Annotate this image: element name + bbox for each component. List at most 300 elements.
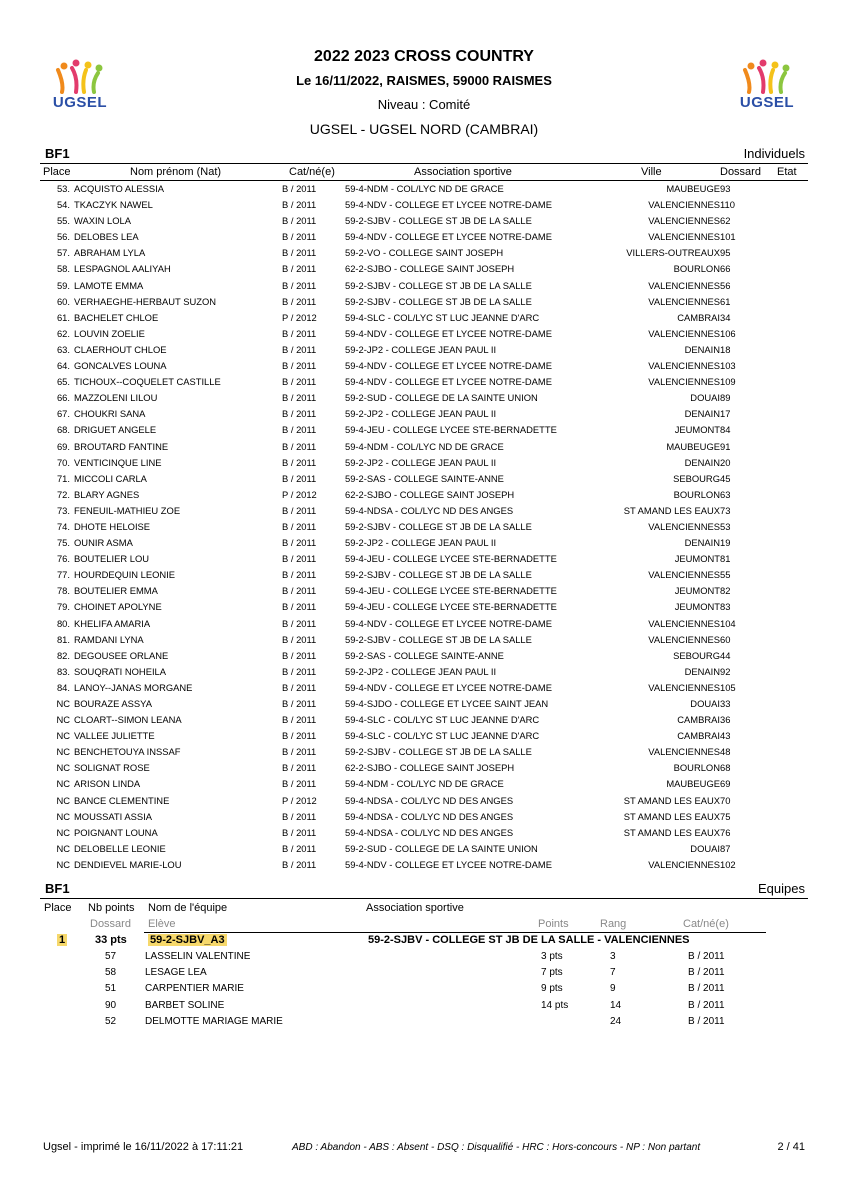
name-cell: KHELIFA AMARIA (74, 617, 151, 629)
dossard-cell: 34 (720, 311, 731, 323)
name-cell: BOURAZE ASSYA (74, 698, 152, 709)
team-col-cat: Cat/né(e) (683, 918, 729, 930)
dossard-cell: 56 (720, 279, 731, 291)
name-cell: BROUTARD FANTINE (74, 440, 169, 452)
association-cell: 59-4-JEU - COLLEGE LYCEE STE-BERNADETTE (345, 585, 557, 597)
list-item (0, 982, 848, 998)
place-cell: 60. (56, 295, 70, 307)
cat-cell: B / 2011 (282, 472, 317, 484)
association-cell: 59-4-SJDO - COLLEGE ET LYCEE SAINT JEAN (345, 698, 549, 709)
association-cell: 59-2-SAS - COLLEGE SAINTE-ANNE (345, 649, 504, 661)
place-cell: 78. (56, 585, 70, 597)
city-cell: SEBOURG (673, 472, 720, 484)
city-cell: VALENCIENNES (648, 858, 720, 870)
event-level: Niveau : Comité (377, 97, 471, 112)
cat-cell: B / 2011 (282, 714, 317, 726)
table-row (0, 503, 848, 519)
place-cell: 68. (56, 424, 70, 436)
table-row (0, 342, 848, 358)
name-cell: DELOBELLE LEONIE (74, 842, 166, 854)
name-cell: LESPAGNOL AALIYAH (74, 263, 171, 275)
name-cell: CHOUKRI SANA (74, 408, 146, 420)
place-cell: 81. (56, 633, 70, 645)
association-cell: 59-2-SJBV - COLLEGE ST JB DE LA SALLE (345, 633, 532, 645)
name-cell: CLAERHOUT CHLOE (74, 343, 167, 355)
divider (40, 898, 808, 899)
city-cell: VALENCIENNES (648, 633, 720, 645)
place-cell: 76. (56, 553, 70, 565)
city-cell: BOURLON (673, 762, 720, 774)
member-rang: 14 (610, 999, 622, 1011)
cat-cell: B / 2011 (282, 810, 317, 822)
table-row (0, 616, 848, 632)
name-cell: DENDIEVEL MARIE-LOU (74, 858, 182, 870)
table-row (0, 439, 848, 455)
member-rang: 7 (610, 967, 616, 979)
table-row (0, 310, 848, 326)
cat-cell: B / 2011 (282, 392, 317, 404)
table-row (0, 535, 848, 551)
association-cell: 59-4-NDV - COLLEGE ET LYCEE NOTRE-DAME (345, 858, 552, 870)
association-cell: 59-4-SLC - COL/LYC ST LUC JEANNE D'ARC (345, 730, 540, 742)
association-cell: 59-2-SJBV - COLLEGE ST JB DE LA SALLE (345, 295, 532, 307)
place-cell: 57. (56, 247, 70, 259)
place-cell: 79. (56, 601, 70, 613)
member-name: CARPENTIER MARIE (145, 983, 244, 995)
name-cell: DHOTE HELOISE (74, 520, 151, 532)
table-row (0, 229, 848, 245)
name-cell: HOURDEQUIN LEONIE (74, 569, 176, 581)
cat-cell: B / 2011 (282, 263, 317, 275)
place-cell: 56. (56, 231, 70, 243)
name-cell: OUNIR ASMA (74, 537, 133, 549)
page-number: 2 / 41 (777, 1141, 805, 1153)
city-cell: VALENCIENNES (648, 295, 720, 307)
team-col-points: Nb points (88, 902, 135, 914)
member-points: 7 pts (541, 967, 563, 979)
team-association: 59-2-SJBV - COLLEGE ST JB DE LA SALLE - VALENCIENNES (368, 934, 690, 946)
table-row (0, 567, 848, 583)
table-row (0, 487, 848, 503)
place-cell: 84. (56, 681, 70, 693)
dossard-cell: 102 (720, 858, 736, 870)
place-cell: 70. (56, 456, 70, 468)
city-cell: VALENCIENNES (648, 681, 720, 693)
dossard-cell: 53 (720, 520, 731, 532)
city-cell: DENAIN (684, 456, 720, 468)
association-cell: 62-2-SJBO - COLLEGE SAINT JOSEPH (345, 762, 515, 774)
table-row (0, 776, 848, 792)
place-cell: NC (56, 746, 70, 758)
city-cell: CAMBRAI (677, 730, 720, 742)
cat-cell: B / 2011 (282, 537, 317, 549)
dossard-cell: 82 (720, 585, 731, 597)
place-cell: 64. (56, 360, 70, 372)
name-cell: LOUVIN ZOELIE (74, 327, 145, 339)
place-cell: 66. (56, 392, 70, 404)
name-cell: ARISON LINDA (74, 778, 141, 790)
city-cell: JEUMONT (674, 553, 720, 565)
team-col-eleve: Elève (148, 918, 176, 930)
place-cell: 55. (56, 215, 70, 227)
table-row (0, 358, 848, 374)
name-cell: DRIGUET ANGELE (74, 424, 157, 436)
name-cell: ACQUISTO ALESSIA (74, 183, 164, 194)
team-type-label: Equipes (758, 881, 805, 896)
association-cell: 59-4-SLC - COL/LYC ST LUC JEANNE D'ARC (345, 714, 540, 726)
cat-cell: B / 2011 (282, 746, 317, 758)
city-cell: VALENCIENNES (648, 360, 720, 372)
individual-results-list (0, 181, 848, 873)
place-cell: 77. (56, 569, 70, 581)
city-cell: VILLERS-OUTREAUX (626, 247, 720, 259)
table-row (0, 599, 848, 615)
team-name: 59-2-SJBV_A3 (150, 934, 225, 946)
table-row (0, 696, 848, 712)
table-row (0, 181, 848, 197)
place-cell: NC (56, 762, 70, 774)
name-cell: CHOINET APOLYNE (74, 601, 162, 613)
table-row (0, 857, 848, 873)
col-ville: Ville (641, 166, 662, 178)
table-row (0, 712, 848, 728)
dossard-cell: 95 (720, 247, 731, 259)
dossard-cell: 76 (720, 826, 731, 838)
member-points: 14 pts (541, 999, 569, 1011)
table-row (0, 197, 848, 213)
place-cell: 67. (56, 408, 70, 420)
logo-text: UGSEL (739, 94, 795, 111)
name-cell: POIGNANT LOUNA (74, 826, 158, 838)
individual-type-label: Individuels (743, 146, 805, 161)
dossard-cell: 19 (720, 537, 731, 549)
dossard-cell: 70 (720, 794, 731, 806)
cat-cell: B / 2011 (282, 649, 317, 661)
place-cell: NC (56, 698, 70, 709)
divider (144, 932, 766, 933)
cat-cell: B / 2011 (282, 633, 317, 645)
place-cell: 73. (56, 504, 70, 516)
dossard-cell: 33 (720, 698, 731, 709)
member-rang: 24 (610, 1015, 622, 1027)
member-name: BARBET SOLINE (145, 999, 225, 1011)
place-cell: 69. (56, 440, 70, 452)
table-row (0, 841, 848, 857)
name-cell: VALLEE JULIETTE (74, 730, 155, 742)
team-col-rang: Rang (600, 918, 627, 930)
place-cell: 74. (56, 520, 70, 532)
association-cell: 59-4-NDV - COLLEGE ET LYCEE NOTRE-DAME (345, 231, 552, 243)
name-cell: MICCOLI CARLA (74, 472, 147, 484)
association-cell: 59-4-NDV - COLLEGE ET LYCEE NOTRE-DAME (345, 360, 552, 372)
member-points: 9 pts (541, 983, 563, 995)
city-cell: VALENCIENNES (648, 327, 720, 339)
list-item (0, 1015, 848, 1031)
cat-cell: P / 2012 (282, 311, 317, 323)
dossard-cell: 93 (720, 183, 731, 194)
association-cell: 59-4-NDV - COLLEGE ET LYCEE NOTRE-DAME (345, 617, 552, 629)
dossard-cell: 18 (720, 343, 731, 355)
city-cell: VALENCIENNES (648, 199, 720, 211)
city-cell: DENAIN (684, 408, 720, 420)
member-cat: B / 2011 (688, 983, 725, 995)
place-cell: NC (56, 858, 70, 870)
divider (40, 163, 808, 164)
city-cell: DENAIN (684, 343, 720, 355)
table-row (0, 760, 848, 776)
cat-cell: B / 2011 (282, 858, 317, 870)
association-cell: 59-2-SUD - COLLEGE DE LA SAINTE UNION (345, 842, 538, 854)
cat-cell: B / 2011 (282, 295, 317, 307)
city-cell: JEUMONT (674, 601, 720, 613)
table-row (0, 825, 848, 841)
dossard-cell: 55 (720, 569, 731, 581)
cat-cell: B / 2011 (282, 617, 317, 629)
name-cell: DELOBES LEA (74, 231, 139, 243)
city-cell: VALENCIENNES (648, 520, 720, 532)
dossard-cell: 92 (720, 665, 731, 677)
city-cell: BOURLON (673, 488, 720, 500)
member-dossard: 57 (105, 951, 117, 962)
city-cell: VALENCIENNES (648, 279, 720, 291)
association-cell: 59-4-NDV - COLLEGE ET LYCEE NOTRE-DAME (345, 376, 552, 388)
table-row (0, 471, 848, 487)
dossard-cell: 109 (720, 376, 736, 388)
association-cell: 59-4-NDV - COLLEGE ET LYCEE NOTRE-DAME (345, 681, 552, 693)
association-cell: 59-4-NDM - COL/LYC ND DE GRACE (345, 778, 504, 790)
name-cell: DEGOUSEE ORLANE (74, 649, 169, 661)
cat-cell: B / 2011 (282, 504, 317, 516)
city-cell: ST AMAND LES EAUX (623, 826, 720, 838)
place-cell: 82. (56, 649, 70, 661)
print-info: Ugsel - imprimé le 16/11/2022 à 17:11:21 (43, 1141, 244, 1153)
place-cell: 62. (56, 327, 70, 339)
member-name: LESAGE LEA (145, 967, 207, 979)
member-cat: B / 2011 (688, 1015, 725, 1027)
dossard-cell: 17 (720, 408, 731, 420)
dossard-cell: 48 (720, 746, 731, 758)
city-cell: MAUBEUGE (666, 183, 720, 194)
association-cell: 59-2-JP2 - COLLEGE JEAN PAUL II (345, 456, 497, 468)
col-place: Place (43, 166, 71, 178)
city-cell: SEBOURG (673, 649, 720, 661)
place-cell: 83. (56, 665, 70, 677)
table-row (0, 374, 848, 390)
name-cell: TKACZYK NAWEL (74, 199, 153, 211)
table-row (0, 455, 848, 471)
association-cell: 59-2-JP2 - COLLEGE JEAN PAUL II (345, 537, 497, 549)
city-cell: ST AMAND LES EAUX (623, 794, 720, 806)
association-cell: 62-2-SJBO - COLLEGE SAINT JOSEPH (345, 263, 515, 275)
association-cell: 59-4-JEU - COLLEGE LYCEE STE-BERNADETTE (345, 424, 557, 436)
dossard-cell: 110 (720, 199, 735, 211)
name-cell: MOUSSATI ASSIA (74, 810, 152, 822)
association-cell: 62-2-SJBO - COLLEGE SAINT JOSEPH (345, 488, 515, 500)
place-cell: NC (56, 794, 70, 806)
table-row (0, 261, 848, 277)
table-row (0, 245, 848, 261)
city-cell: DENAIN (684, 665, 720, 677)
cat-cell: B / 2011 (282, 424, 317, 436)
city-cell: DOUAI (690, 392, 720, 404)
association-cell: 59-4-NDM - COL/LYC ND DE GRACE (345, 440, 504, 452)
team-place: 1 (59, 934, 66, 946)
cat-cell: B / 2011 (282, 279, 317, 291)
dossard-cell: 106 (720, 327, 736, 339)
place-cell: 61. (56, 311, 70, 323)
city-cell: CAMBRAI (677, 714, 720, 726)
place-cell: 80. (56, 617, 70, 629)
city-cell: DENAIN (684, 537, 720, 549)
name-cell: BANCE CLEMENTINE (74, 794, 170, 806)
name-cell: CLOART--SIMON LEANA (74, 714, 182, 726)
city-cell: BOURLON (673, 263, 720, 275)
dossard-cell: 60 (720, 633, 731, 645)
association-cell: 59-2-SJBV - COLLEGE ST JB DE LA SALLE (345, 215, 532, 227)
dossard-cell: 66 (720, 263, 731, 275)
place-cell: 72. (56, 488, 70, 500)
place-cell: 63. (56, 343, 70, 355)
association-cell: 59-4-NDSA - COL/LYC ND DES ANGES (345, 794, 514, 806)
table-row (0, 422, 848, 438)
city-cell: JEUMONT (674, 585, 720, 597)
city-cell: VALENCIENNES (648, 617, 720, 629)
dossard-cell: 20 (720, 456, 731, 468)
team-col-assoc: Association sportive (366, 902, 464, 914)
cat-cell: B / 2011 (282, 231, 317, 243)
dossard-cell: 84 (720, 424, 731, 436)
col-cat: Cat/né(e) (289, 166, 335, 178)
table-row (0, 632, 848, 648)
cat-cell: B / 2011 (282, 343, 317, 355)
association-cell: 59-2-SUD - COLLEGE DE LA SAINTE UNION (345, 392, 538, 404)
member-dossard: 90 (105, 999, 117, 1011)
name-cell: TICHOUX--COQUELET CASTILLE (74, 376, 221, 388)
cat-cell: P / 2012 (282, 488, 317, 500)
cat-cell: P / 2012 (282, 794, 317, 806)
name-cell: BACHELET CHLOE (74, 311, 159, 323)
cat-cell: B / 2011 (282, 376, 317, 388)
team-col-name: Nom de l'équipe (148, 902, 228, 914)
member-points: 3 pts (541, 951, 563, 962)
place-cell: NC (56, 826, 70, 838)
col-dossard: Dossard (720, 166, 761, 178)
place-cell: 71. (56, 472, 70, 484)
dossard-cell: 36 (720, 714, 731, 726)
cat-cell: B / 2011 (282, 183, 317, 194)
individual-category: BF1 (45, 146, 70, 161)
table-row (0, 390, 848, 406)
dossard-cell: 91 (720, 440, 731, 452)
table-row (0, 728, 848, 744)
member-cat: B / 2011 (688, 999, 725, 1011)
dossard-cell: 104 (720, 617, 736, 629)
dossard-cell: 103 (720, 360, 736, 372)
table-row (0, 519, 848, 535)
event-date-place: Le 16/11/2022, RAISMES, 59000 RAISMES (296, 73, 552, 88)
dossard-cell: 68 (720, 762, 731, 774)
association-cell: 59-4-JEU - COLLEGE LYCEE STE-BERNADETTE (345, 601, 557, 613)
table-row (0, 278, 848, 294)
dossard-cell: 105 (720, 681, 736, 693)
table-row (0, 648, 848, 664)
association-cell: 59-4-NDSA - COL/LYC ND DES ANGES (345, 504, 514, 516)
name-cell: BOUTELIER LOU (74, 553, 150, 565)
member-name: LASSELIN VALENTINE (145, 951, 251, 962)
association-cell: 59-2-VO - COLLEGE SAINT JOSEPH (345, 247, 504, 259)
table-row (0, 294, 848, 310)
cat-cell: B / 2011 (282, 408, 317, 420)
city-cell: MAUBEUGE (666, 440, 720, 452)
name-cell: FENEUIL-MATHIEU ZOE (74, 504, 181, 516)
dossard-cell: 73 (720, 504, 731, 516)
association-cell: 59-4-NDM - COL/LYC ND DE GRACE (345, 183, 504, 194)
place-cell: NC (56, 842, 70, 854)
cat-cell: B / 2011 (282, 762, 317, 774)
cat-cell: B / 2011 (282, 585, 317, 597)
col-name: Nom prénom (Nat) (130, 166, 222, 178)
cat-cell: B / 2011 (282, 360, 317, 372)
status-legend: ABD : Abandon - ABS : Absent - DSQ : Disqualifié - HRC : Hors-concours - NP : Non partant (292, 1142, 701, 1153)
table-row (0, 664, 848, 680)
table-row (0, 744, 848, 760)
place-cell: NC (56, 778, 70, 790)
association-cell: 59-4-NDSA - COL/LYC ND DES ANGES (345, 826, 514, 838)
name-cell: RAMDANI LYNA (74, 633, 144, 645)
team-members-list (0, 950, 848, 1031)
cat-cell: B / 2011 (282, 569, 317, 581)
name-cell: SOLIGNAT ROSE (74, 762, 150, 774)
city-cell: VALENCIENNES (648, 569, 720, 581)
association-cell: 59-2-JP2 - COLLEGE JEAN PAUL II (345, 665, 497, 677)
association-cell: 59-2-JP2 - COLLEGE JEAN PAUL II (345, 343, 497, 355)
logo-text: UGSEL (52, 94, 108, 111)
table-row (0, 809, 848, 825)
association-cell: 59-2-SJBV - COLLEGE ST JB DE LA SALLE (345, 569, 532, 581)
table-row (0, 793, 848, 809)
place-cell: 58. (56, 263, 70, 275)
place-cell: 65. (56, 376, 70, 388)
list-item (0, 950, 848, 966)
city-cell: VALENCIENNES (648, 231, 720, 243)
dossard-cell: 89 (720, 392, 731, 404)
dossard-cell: 44 (720, 649, 731, 661)
city-cell: DOUAI (690, 842, 720, 854)
dossard-cell: 87 (720, 842, 731, 854)
name-cell: VERHAEGHE-HERBAUT SUZON (74, 295, 217, 307)
table-row (0, 326, 848, 342)
city-cell: ST AMAND LES EAUX (623, 504, 720, 516)
association-cell: 59-4-NDSA - COL/LYC ND DES ANGES (345, 810, 514, 822)
association-cell: 59-4-SLC - COL/LYC ST LUC JEANNE D'ARC (345, 311, 540, 323)
city-cell: MAUBEUGE (666, 778, 720, 790)
cat-cell: B / 2011 (282, 520, 317, 532)
table-row (0, 551, 848, 567)
table-row (0, 583, 848, 599)
city-cell: DOUAI (690, 698, 720, 709)
cat-cell: B / 2011 (282, 778, 317, 790)
cat-cell: B / 2011 (282, 665, 317, 677)
dossard-cell: 43 (720, 730, 731, 742)
city-cell: JEUMONT (674, 424, 720, 436)
cat-cell: B / 2011 (282, 456, 317, 468)
cat-cell: B / 2011 (282, 553, 317, 565)
member-cat: B / 2011 (688, 967, 725, 979)
member-rang: 9 (610, 983, 616, 995)
page-title: 2022 2023 CROSS COUNTRY (314, 48, 534, 65)
name-cell: WAXIN LOLA (74, 215, 131, 227)
dossard-cell: 45 (720, 472, 731, 484)
